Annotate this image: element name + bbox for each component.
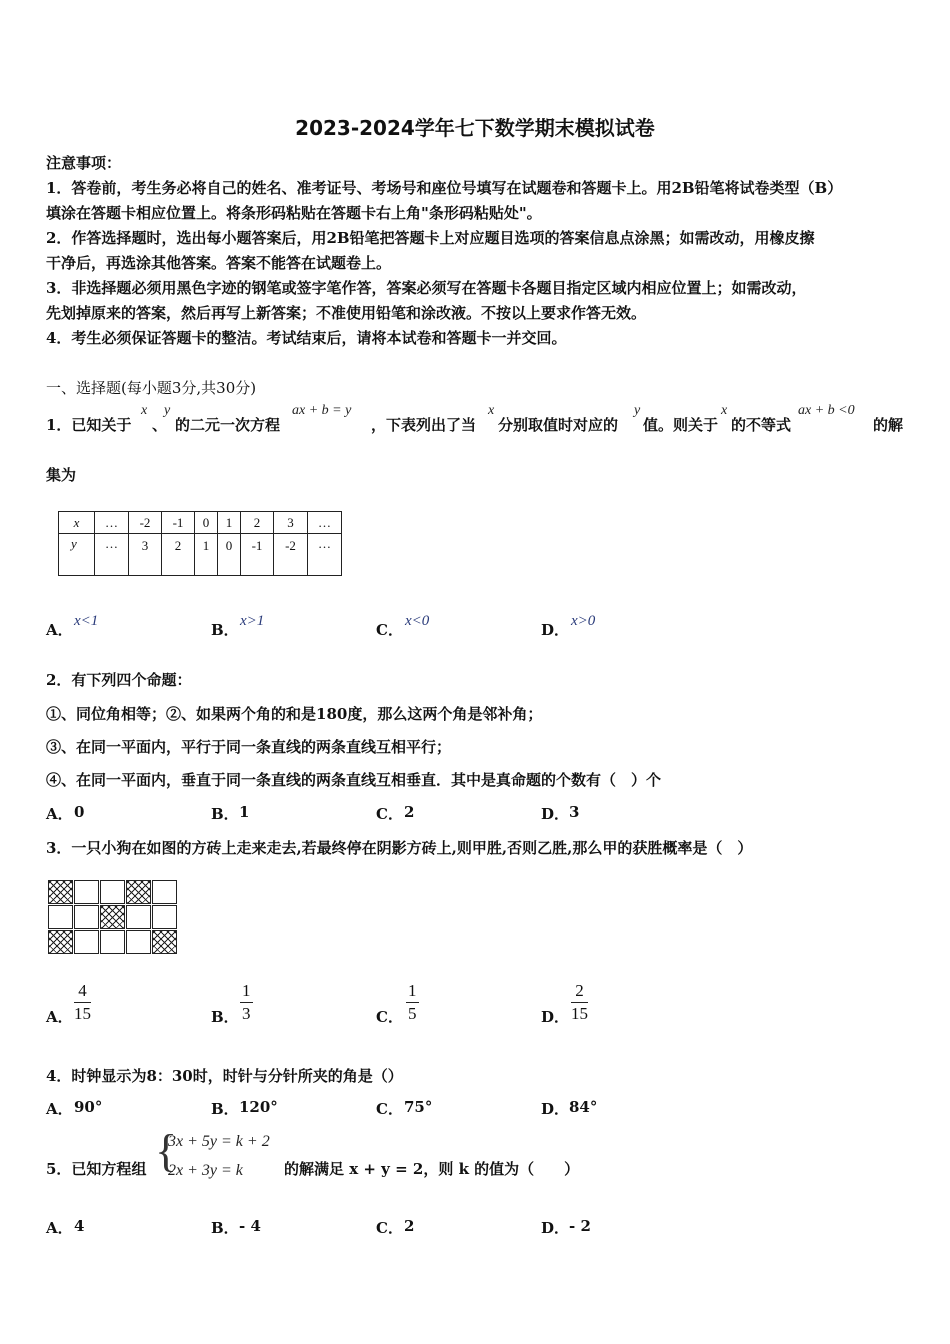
option-value: 90°: [74, 1098, 103, 1116]
notice-line: 1．答卷前，考生务必将自己的姓名、准考证号、考场号和座位号填写在试题卷和答题卡上。用2B铅笔将试卷类型（B）: [46, 179, 843, 197]
option-label: C．: [376, 1219, 403, 1237]
tile-shaded: [48, 930, 73, 954]
table-cell: -1: [241, 534, 274, 576]
q2-line: ③、在同一平面内，平行于同一条直线的两条直线互相平行；: [46, 738, 452, 756]
numerator: 1: [240, 980, 253, 1003]
option-label: D．: [541, 805, 570, 823]
numerator: 1: [406, 980, 419, 1003]
notice-line: 干净后，再选涂其他答案。答案不能答在试题卷上。: [46, 254, 392, 272]
option-value: x<1: [74, 613, 99, 629]
brace-icon: {: [155, 1125, 178, 1176]
option-label: D．: [541, 1100, 570, 1118]
section-heading: 一、选择题(每小题3分,共30分): [46, 379, 257, 397]
option-label: B．: [211, 621, 239, 639]
option-value: - 4: [239, 1217, 261, 1235]
fraction: [240, 980, 253, 1025]
tile: [74, 905, 99, 929]
option-value: 0: [74, 803, 85, 821]
option-label: A．: [46, 1008, 73, 1026]
tile: [152, 905, 177, 929]
option-value: 84°: [569, 1098, 598, 1116]
table-cell: 1: [218, 512, 241, 534]
tile: [100, 930, 125, 954]
q1-math: x: [721, 403, 728, 418]
option-label: C．: [376, 1100, 403, 1118]
q4-stem: 4．时钟显示为8：30时，时针与分针所夹的角是（）: [46, 1067, 403, 1085]
q1-text: 的二元一次方程: [175, 416, 281, 434]
q2-line: ④、在同一平面内，垂直于同一条直线的两条直线互相垂直．其中是真命题的个数有（ ）个: [46, 771, 662, 789]
q1-math: ax + b <0: [798, 403, 855, 418]
q5-text: 的解满足 x + y = 2，则 k 的值为（ ）: [284, 1160, 580, 1178]
table-cell: …: [95, 534, 129, 576]
option-label: B．: [211, 1219, 239, 1237]
notice-line: 2．作答选择题时，选出每小题答案后，用2B铅笔把答题卡上对应题目选项的答案信息点涂黑；如需改动，用橡皮擦: [46, 229, 815, 247]
table-cell: …: [308, 512, 342, 534]
option-value: 75°: [404, 1098, 433, 1116]
tile: [74, 930, 99, 954]
table-cell: 0: [195, 512, 218, 534]
fraction: [406, 980, 419, 1025]
q3-stem: 3．一只小狗在如图的方砖上走来走去,若最终停在阴影方砖上,则甲胜,否则乙胜,那么甲的获胜概率是（ ）: [46, 839, 753, 857]
q2-stem: 2．有下列四个命题：: [46, 671, 192, 689]
table-cell: -1: [162, 512, 195, 534]
option-label: A．: [46, 621, 73, 639]
tile: [126, 930, 151, 954]
option-value: 4: [74, 1217, 85, 1235]
equation: 2x + 3y = k: [168, 1162, 243, 1179]
option-label: C．: [376, 805, 403, 823]
notice-heading: 注意事项：: [46, 154, 122, 172]
table-cell: …: [308, 534, 342, 576]
q1-text: 分别取值时对应的: [498, 416, 619, 434]
option-value: x>0: [571, 613, 596, 629]
option-label: D．: [541, 1219, 570, 1237]
page-title: 2023-2024学年七下数学期末模拟试卷: [295, 116, 655, 140]
numerator: 4: [74, 980, 91, 1003]
table-cell: 3: [274, 512, 308, 534]
tile: [100, 880, 125, 904]
denominator: 3: [242, 1004, 251, 1023]
q5-text: 5．已知方程组: [46, 1160, 147, 1178]
table-cell: -2: [129, 512, 162, 534]
option-value: - 2: [569, 1217, 591, 1235]
q2-line: ①、同位角相等；②、如果两个角的和是180度，那么这两个角是邻补角；: [46, 705, 543, 723]
option-value: x<0: [405, 613, 430, 629]
table-cell: 0: [218, 534, 241, 576]
option-label: A．: [46, 805, 73, 823]
table-cell: …: [95, 512, 129, 534]
table-cell: 3: [129, 534, 162, 576]
option-label: A．: [46, 1100, 73, 1118]
option-label: B．: [211, 1008, 239, 1026]
q1-text: 的不等式: [731, 416, 792, 434]
table-cell: 2: [162, 534, 195, 576]
option-value: 2: [404, 803, 415, 821]
notice-line: 4．考生必须保证答题卡的整洁。考试结束后，请将本试卷和答题卡一并交回。: [46, 329, 567, 347]
table-cell: y: [59, 534, 95, 576]
notice-line: 先划掉原来的答案，然后再写上新答案；不准使用铅笔和涂改液。不按以上要求作答无效。: [46, 304, 647, 322]
tile: [74, 880, 99, 904]
option-value: x>1: [240, 613, 265, 629]
tile-shaded: [126, 880, 151, 904]
q1-text: ，下表列出了当: [371, 416, 477, 434]
q1-math: y: [634, 403, 641, 418]
tile-shaded: [152, 930, 177, 954]
numerator: 2: [571, 980, 588, 1003]
value-table: [58, 511, 342, 576]
denominator: 5: [408, 1004, 417, 1023]
option-label: A．: [46, 1219, 73, 1237]
q1-math: ax + b = y: [292, 403, 352, 418]
option-value: 120°: [239, 1098, 278, 1116]
option-value: 3: [569, 803, 580, 821]
equation: 3x + 5y = k + 2: [168, 1133, 270, 1150]
denominator: 15: [571, 1004, 588, 1023]
option-label: B．: [211, 1100, 239, 1118]
q1-text: 的解: [873, 416, 904, 434]
tile: [152, 880, 177, 904]
option-label: C．: [376, 1008, 403, 1026]
q1-text: 1．已知关于: [46, 416, 132, 434]
tile-shaded: [48, 880, 73, 904]
option-value: 1: [239, 803, 250, 821]
notice-line: 填涂在答题卡相应位置上。将条形码粘贴在答题卡右上角"条形码粘贴处"。: [46, 204, 542, 222]
option-label: B．: [211, 805, 239, 823]
option-value: 2: [404, 1217, 415, 1235]
tile: [126, 905, 151, 929]
option-label: D．: [541, 621, 570, 639]
q1-text: 集为: [46, 466, 77, 484]
q1-text: 值。则关于: [643, 416, 719, 434]
q1-math: x: [488, 403, 495, 418]
notice-line: 3．非选择题必须用黑色字迹的钢笔或签字笔作答，答案必须写在答题卡各题目指定区域内相应位置上；如需改动，: [46, 279, 807, 297]
tile: [48, 905, 73, 929]
table-cell: -2: [274, 534, 308, 576]
fraction: [74, 980, 91, 1025]
tile-shaded: [100, 905, 125, 929]
q1-math: y: [164, 403, 171, 418]
option-label: C．: [376, 621, 403, 639]
option-label: D．: [541, 1008, 570, 1026]
denominator: 15: [74, 1004, 91, 1023]
table-cell: x: [59, 512, 95, 534]
table-cell: 1: [195, 534, 218, 576]
q1-text: 、: [152, 416, 168, 434]
fraction: [571, 980, 588, 1025]
table-cell: 2: [241, 512, 274, 534]
q1-math: x: [141, 403, 148, 418]
